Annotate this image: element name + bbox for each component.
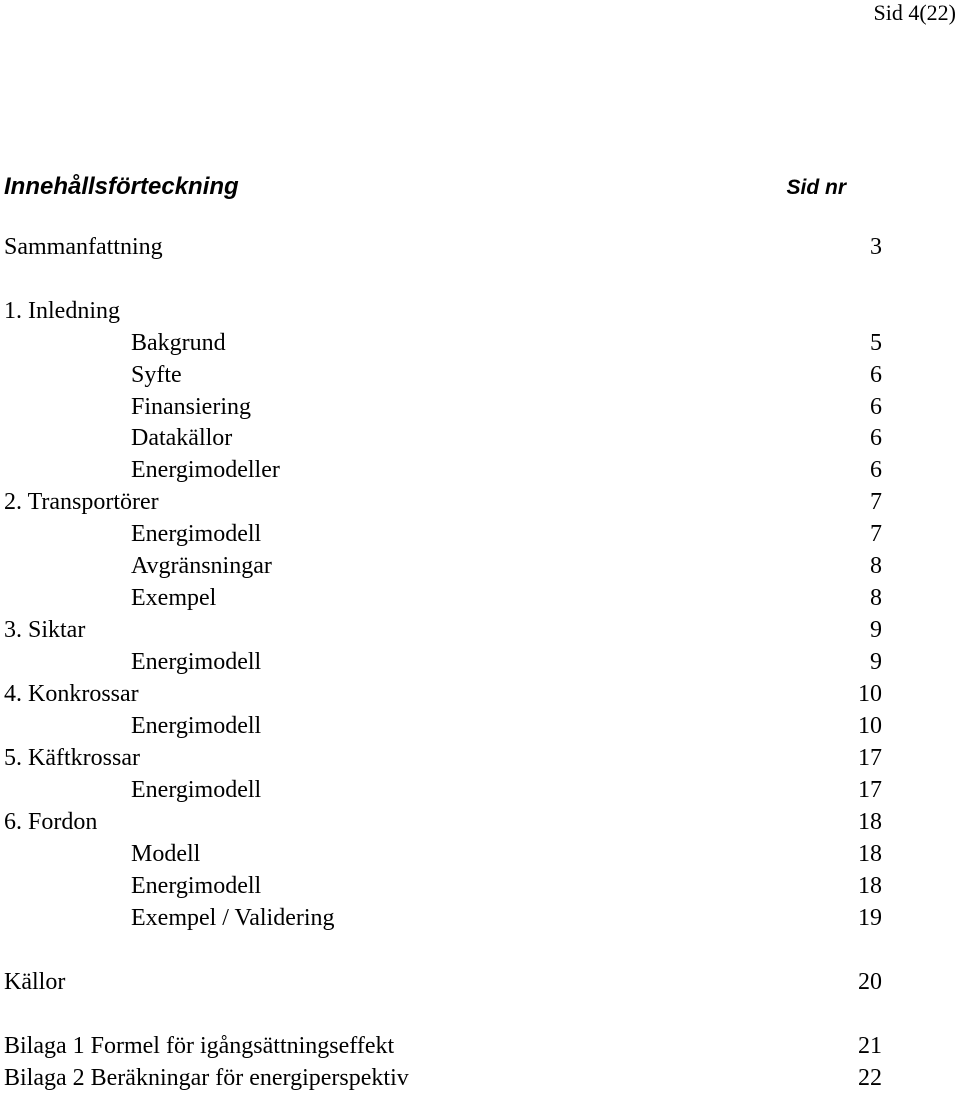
toc-entry-title: Bakgrund bbox=[131, 330, 226, 356]
page-column-label: Sid nr bbox=[786, 176, 846, 199]
toc-entry bbox=[0, 1063, 960, 1093]
toc-entry bbox=[0, 807, 960, 837]
toc-subentry bbox=[0, 423, 960, 453]
toc-entry bbox=[0, 487, 960, 517]
toc-entry-page: 21 bbox=[858, 1033, 882, 1059]
toc-entry-title: Energimodell bbox=[131, 649, 262, 675]
toc-entry-page: 22 bbox=[858, 1065, 882, 1091]
toc-entry-title: Bilaga 1 Formel för igångsättningseffekt bbox=[4, 1033, 395, 1059]
toc-subentry bbox=[0, 328, 960, 358]
toc-entry-title: Energimodell bbox=[131, 713, 262, 739]
page-number: Sid 4(22) bbox=[873, 0, 956, 25]
toc-entry-page: 6 bbox=[870, 457, 882, 483]
toc-subentry bbox=[0, 903, 960, 933]
toc-entry-title: Källor bbox=[4, 969, 66, 995]
toc-entry-title: Energimodell bbox=[131, 777, 262, 803]
toc-subentry bbox=[0, 711, 960, 741]
toc-entry-page: 18 bbox=[858, 809, 882, 835]
toc-entry-title: Syfte bbox=[131, 362, 182, 388]
toc-entry bbox=[0, 296, 960, 326]
toc-entry-page: 8 bbox=[870, 553, 882, 579]
toc-title: Innehållsförteckning bbox=[4, 173, 239, 200]
toc-entry-title: 5. Käftkrossar bbox=[4, 745, 140, 771]
toc-entry-page: 5 bbox=[870, 330, 882, 356]
toc-entry-title: 4. Konkrossar bbox=[4, 681, 139, 707]
toc-entry bbox=[0, 743, 960, 773]
toc-entry-title: 2. Transportörer bbox=[4, 489, 159, 515]
toc-entry-page: 9 bbox=[870, 617, 882, 643]
toc-entry-title: Exempel bbox=[131, 585, 217, 611]
toc-entry-page: 17 bbox=[858, 777, 882, 803]
toc-entry-page: 9 bbox=[870, 649, 882, 675]
toc-entry-title: Modell bbox=[131, 841, 201, 867]
toc-entry bbox=[0, 1031, 960, 1061]
toc-entry-title: Energimodell bbox=[131, 521, 262, 547]
toc-entry-page: 6 bbox=[870, 394, 882, 420]
toc-entry-page: 7 bbox=[870, 521, 882, 547]
toc-entry-title: Finansiering bbox=[131, 394, 251, 420]
toc-entry bbox=[0, 615, 960, 645]
toc-entry-title: Energimodeller bbox=[131, 457, 280, 483]
toc-entry-page: 6 bbox=[870, 425, 882, 451]
toc-subentry bbox=[0, 775, 960, 805]
toc-entry bbox=[0, 967, 960, 997]
toc-subentry bbox=[0, 583, 960, 613]
toc-entry-title: Exempel / Validering bbox=[131, 905, 335, 931]
toc-subentry bbox=[0, 839, 960, 869]
toc-entry-title: 3. Siktar bbox=[4, 617, 86, 643]
toc-subentry bbox=[0, 455, 960, 485]
toc-subentry bbox=[0, 551, 960, 581]
toc-subentry bbox=[0, 647, 960, 677]
toc-entry-page: 7 bbox=[870, 489, 882, 515]
toc-entry-page: 8 bbox=[870, 585, 882, 611]
toc-entry-page: 3 bbox=[870, 234, 882, 260]
toc-entry-title: Sammanfattning bbox=[4, 234, 163, 260]
toc-entry-page: 18 bbox=[858, 873, 882, 899]
toc-subentry bbox=[0, 871, 960, 901]
toc-entry-page: 18 bbox=[858, 841, 882, 867]
toc-entry-page: 10 bbox=[858, 681, 882, 707]
toc-entry-page: 20 bbox=[858, 969, 882, 995]
toc-entry-title: Energimodell bbox=[131, 873, 262, 899]
toc-entry-title: Bilaga 2 Beräkningar för energiperspektiv bbox=[4, 1065, 409, 1091]
toc-entry-page: 17 bbox=[858, 745, 882, 771]
toc-entry-page: 19 bbox=[858, 905, 882, 931]
toc-entry-page: 10 bbox=[858, 713, 882, 739]
toc-entry-title: Avgränsningar bbox=[131, 553, 272, 579]
toc-entry bbox=[0, 232, 960, 262]
toc-subentry bbox=[0, 392, 960, 422]
toc-entry bbox=[0, 679, 960, 709]
toc-entry-title: 1. Inledning bbox=[4, 298, 120, 324]
toc-entry-title: Datakällor bbox=[131, 425, 233, 451]
toc-subentry bbox=[0, 519, 960, 549]
toc-entry-title: 6. Fordon bbox=[4, 809, 98, 835]
toc-subentry bbox=[0, 360, 960, 390]
toc-entry-page: 6 bbox=[870, 362, 882, 388]
